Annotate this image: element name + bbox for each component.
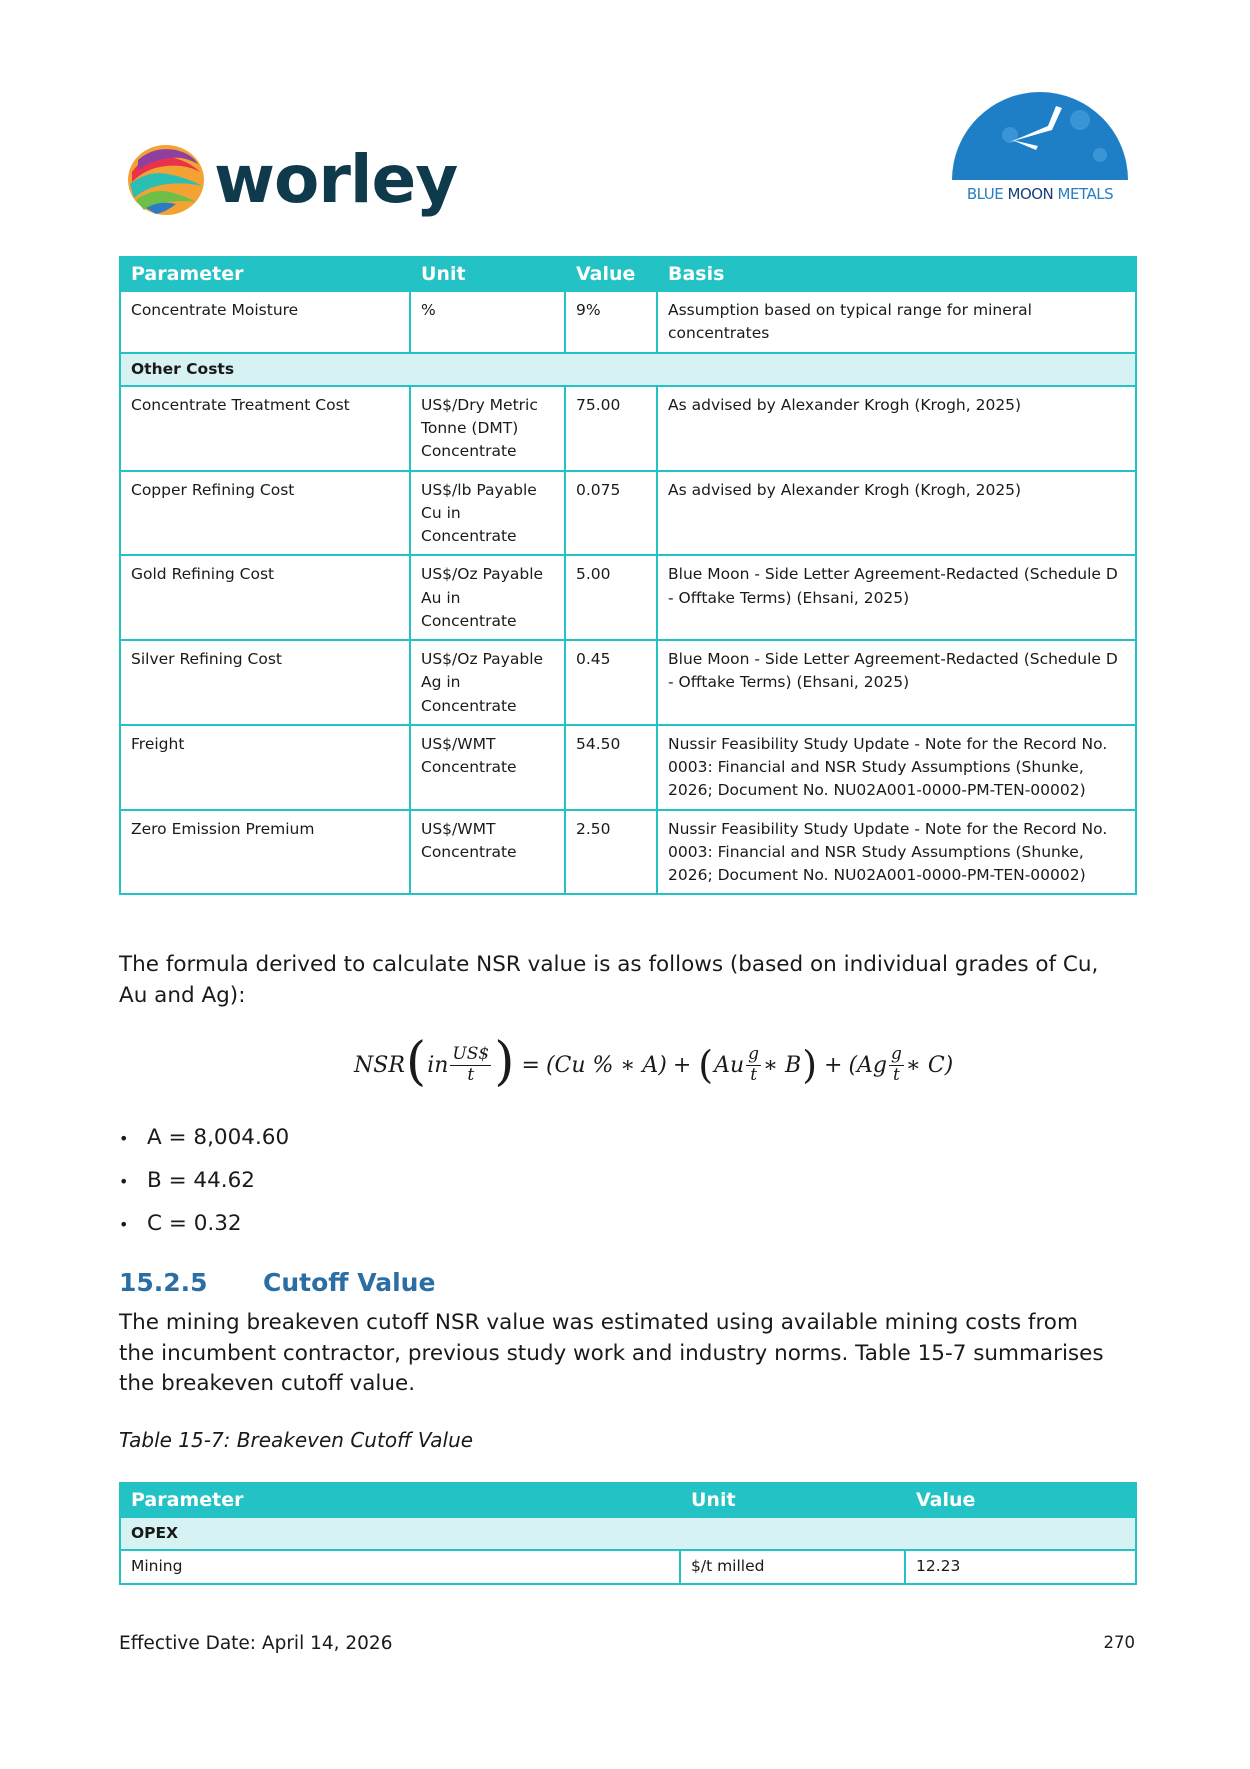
blue-moon-logo: [940, 80, 1140, 210]
table-header-row: [120, 257, 1136, 291]
table-row: [120, 471, 1136, 556]
cell-value: 2.50: [565, 810, 657, 895]
table-row: [120, 291, 1136, 353]
cell-parameter: Concentrate Moisture: [120, 291, 410, 353]
list-item: • A = 8,004.60: [119, 1120, 289, 1163]
section-number: 15.2.5: [119, 1268, 208, 1297]
section-paragraph: The mining breakeven cutoff NSR value was estimated using available mining costs from the incumbent contractor, previous study work and industry norms. Table 15-7 summarises the breakeven cutoff value.: [119, 1310, 1104, 1397]
section-row: [120, 353, 1136, 386]
cell-basis: As advised by Alexander Krogh (Krogh, 2025): [657, 386, 1136, 471]
column-header-parameter: Parameter: [120, 257, 410, 291]
table-header-row: [120, 1483, 1136, 1517]
cell-unit: %: [410, 291, 565, 353]
table-row: [120, 810, 1136, 895]
cell-parameter: Mining: [120, 1550, 680, 1583]
constants-list: [119, 1120, 289, 1249]
cell-value: 9%: [565, 291, 657, 353]
cell-unit: US$/Oz Payable Ag in Concentrate: [410, 640, 565, 725]
formula-in: in: [427, 1052, 449, 1078]
cell-unit: US$/Dry Metric Tonne (DMT) Concentrate: [410, 386, 565, 471]
table-row: [120, 1550, 1136, 1583]
formula-nsr: NSR: [354, 1052, 405, 1078]
nsr-formula: NSR ( in $\frac{US\$}{t}$ ) = (Cu % ∗ A) + ( Au $\frac{g}{t}$ ∗ B ) + (Ag $\frac{g}{t}$ ∗ C): [354, 1032, 954, 1092]
bullet-icon: •: [119, 1172, 129, 1191]
table-caption: Table 15-7: Breakeven Cutoff Value: [119, 1428, 474, 1452]
cell-unit: $/t milled: [680, 1550, 905, 1583]
cell-parameter: Gold Refining Cost: [120, 555, 410, 640]
formula-b-term: ∗ B: [763, 1052, 802, 1078]
section-heading: [119, 1268, 435, 1297]
worley-swirl-icon: [126, 142, 206, 218]
formula-g-per-t-au: $\frac{g}{t}$: [748, 1043, 760, 1085]
section-row: [120, 1517, 1136, 1550]
column-header-unit: Unit: [680, 1483, 905, 1517]
formula-c-term: ∗ C): [905, 1052, 954, 1078]
column-header-parameter: Parameter: [120, 1483, 680, 1517]
section-opex: OPEX: [120, 1517, 1136, 1550]
cell-parameter: Zero Emission Premium: [120, 810, 410, 895]
column-header-value: Value: [565, 257, 657, 291]
blue-moon-wordmark: BLUE MOON METALS: [966, 185, 1114, 203]
bullet-icon: •: [119, 1129, 129, 1148]
worley-logo: [126, 142, 457, 218]
cell-basis: As advised by Alexander Krogh (Krogh, 2025): [657, 471, 1136, 556]
cell-basis: Nussir Feasibility Study Update - Note for the Record No. 0003: Financial and NSR Study Assumptions (Shunke, 2026; Document No. NU02A001-0000-PM-TEN-00002): [657, 810, 1136, 895]
formula-usd-per-t: $\frac{US\$}{t}$: [452, 1043, 490, 1085]
column-header-basis: Basis: [657, 257, 1136, 291]
cell-value: 54.50: [565, 725, 657, 810]
formula-ag: (Ag: [848, 1052, 888, 1078]
blue-moon-icon: [940, 80, 1140, 184]
section-other-costs: Other Costs: [120, 353, 1136, 386]
section-title: Cutoff Value: [263, 1268, 436, 1297]
list-item: • B = 44.62: [119, 1163, 289, 1206]
cell-unit: US$/lb Payable Cu in Concentrate: [410, 471, 565, 556]
table-row: [120, 386, 1136, 471]
cell-value: 5.00: [565, 555, 657, 640]
bullet-icon: •: [119, 1215, 129, 1234]
cell-value: 12.23: [905, 1550, 1136, 1583]
formula-g-per-t-ag: $\frac{g}{t}$: [891, 1043, 902, 1085]
cell-parameter: Concentrate Treatment Cost: [120, 386, 410, 471]
formula-intro-paragraph: The formula derived to calculate NSR value is as follows (based on individual grades of Cu, Au and Ag):: [119, 952, 1099, 1008]
table-row: [120, 555, 1136, 640]
cell-value: 75.00: [565, 386, 657, 471]
list-item: • C = 0.32: [119, 1206, 289, 1249]
cell-basis: Assumption based on typical range for mineral concentrates: [657, 291, 1136, 353]
cell-parameter: Silver Refining Cost: [120, 640, 410, 725]
cell-basis: Blue Moon - Side Letter Agreement-Redacted (Schedule D - Offtake Terms) (Ehsani, 2025): [657, 640, 1136, 725]
cell-basis: Blue Moon - Side Letter Agreement-Redacted (Schedule D - Offtake Terms) (Ehsani, 2025): [657, 555, 1136, 640]
cell-parameter: Freight: [120, 725, 410, 810]
effective-date: Effective Date: April 14, 2026: [119, 1633, 393, 1654]
cell-unit: US$/WMT Concentrate: [410, 725, 565, 810]
cell-unit: US$/Oz Payable Au in Concentrate: [410, 555, 565, 640]
breakeven-cutoff-table: [119, 1482, 1137, 1585]
formula-cu-term: (Cu % ∗ A): [545, 1052, 667, 1078]
parameters-table: [119, 256, 1137, 895]
worley-wordmark: worley: [214, 141, 458, 218]
cell-unit: US$/WMT Concentrate: [410, 810, 565, 895]
formula-au: Au: [714, 1052, 745, 1078]
table-row: [120, 725, 1136, 810]
column-header-value: Value: [905, 1483, 1136, 1517]
cell-value: 0.45: [565, 640, 657, 725]
cell-basis: Nussir Feasibility Study Update - Note for the Record No. 0003: Financial and NSR Study Assumptions (Shunke, 2026; Document No. NU02A001-0000-PM-TEN-00002): [657, 725, 1136, 810]
cell-value: 0.075: [565, 471, 657, 556]
column-header-unit: Unit: [410, 257, 565, 291]
cell-parameter: Copper Refining Cost: [120, 471, 410, 556]
page-number: 270: [1103, 1633, 1135, 1652]
table-row: [120, 640, 1136, 725]
